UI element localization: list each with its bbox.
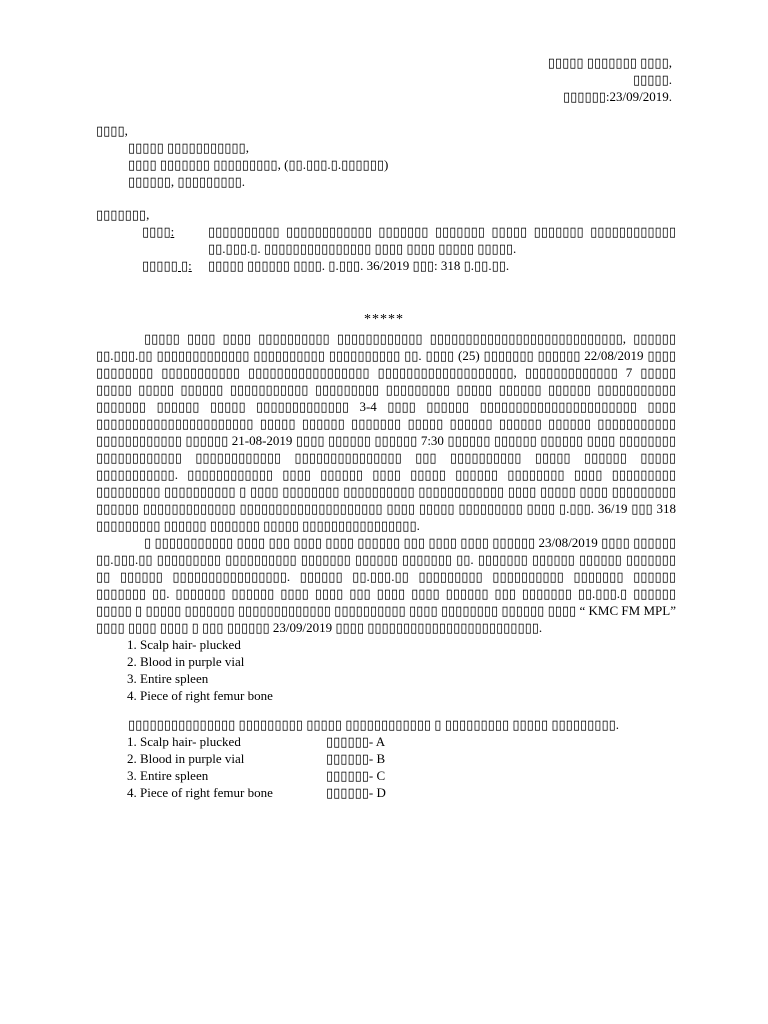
list-item [140, 733, 676, 750]
reference-text: ▯▯▯▯▯ ▯▯▯▯▯▯ ▯▯▯▯. ▯.▯▯▯. 36/2019 ▯▯▯: 318 ▯.▯▯.▯▯. [208, 258, 510, 273]
labelled-sample-list [96, 733, 676, 801]
list-item: 4. Piece of right femur bone [140, 687, 676, 704]
reference-label: ▯▯▯▯▯ ▯: [142, 258, 192, 273]
paragraph-2: ▯ ▯▯▯▯▯▯▯▯▯▯▯ ▯▯▯▯ ▯▯▯ ▯▯▯▯ ▯▯▯▯ ▯▯▯▯▯▯ ▯▯▯ ▯▯▯▯ ▯▯▯▯ ▯▯▯▯▯▯ 23/08/2019 ▯▯▯▯ ▯▯▯▯▯▯ ▯▯.▯▯▯.▯▯ ▯▯▯▯▯▯▯▯▯ ▯▯▯▯▯▯▯▯▯▯ ▯▯▯▯▯▯▯ ▯▯▯▯▯▯ ▯▯▯▯▯▯▯ ▯▯. ▯▯▯▯▯▯▯ ▯▯▯▯▯▯ ▯▯▯▯▯▯ ▯▯▯▯▯▯▯ ▯▯ ▯▯▯▯▯▯ ▯▯▯▯▯▯▯▯▯▯▯▯▯▯▯▯. ▯▯▯▯▯▯ ▯▯.▯▯▯.▯▯ ▯▯▯▯▯▯▯▯▯ ▯▯▯▯▯▯▯▯▯▯ ▯▯▯▯▯▯▯ ▯▯▯▯▯▯ ▯▯▯▯▯▯▯ ▯▯. ▯▯▯▯▯▯▯ ▯▯▯▯▯▯ ▯▯▯▯ ▯▯▯▯ ▯▯▯ ▯▯▯▯ ▯▯▯▯ ▯▯▯▯▯▯ ▯▯▯ ▯▯▯▯▯▯▯ ▯▯.▯▯▯.▯ ▯▯▯▯▯▯ ▯▯▯▯▯ ▯ ▯▯▯▯▯ ▯▯▯▯▯▯▯ ▯▯▯▯▯▯▯▯▯▯▯▯▯ ▯▯▯▯▯▯▯▯▯▯ ▯▯▯▯ ▯▯▯▯▯▯▯▯ ▯▯▯▯▯▯ ▯▯▯▯ “ KMC FM MPL” ▯▯▯▯ ▯▯▯▯ ▯▯▯▯ ▯ ▯▯▯ ▯▯▯▯▯▯ 23/09/2019 ▯▯▯▯ ▯▯▯▯▯▯▯▯▯▯▯▯▯▯▯▯▯▯▯▯▯▯▯▯. [96, 535, 676, 635]
sample-name: Piece of right femur bone [140, 785, 273, 800]
subject-label: ▯▯▯▯: [142, 224, 175, 239]
sample-tag: ▯▯▯▯▯▯- B [326, 751, 386, 766]
sample-name: Blood in purple vial [140, 751, 245, 766]
address-to: ▯▯▯▯, [96, 123, 128, 138]
sample-tag: ▯▯▯▯▯▯- C [326, 768, 386, 783]
list-item: 2. Blood in purple vial [140, 653, 676, 670]
sender-block [548, 54, 672, 105]
sample-name: Entire spleen [140, 768, 209, 783]
sample-list [96, 636, 676, 704]
address-line-2: ▯▯▯▯ ▯▯▯▯▯▯▯ ▯▯▯▯▯▯▯▯▯, (▯▯.▯▯▯.▯.▯▯▯▯▯▯) [128, 157, 389, 172]
list-item: 1. Scalp hair- plucked [140, 636, 676, 653]
address-block [96, 122, 388, 190]
letter-body [96, 330, 676, 801]
subject-row [96, 223, 676, 257]
list-item: 3. Entire spleen [140, 670, 676, 687]
sample-name: Scalp hair- plucked [140, 734, 241, 749]
subject-block [96, 206, 676, 274]
sender-date: ▯▯▯▯▯▯:23/09/2019. [562, 89, 672, 104]
sample-tag: ▯▯▯▯▯▯- A [326, 734, 386, 749]
sender-line-1: ▯▯▯▯▯ ▯▯▯▯▯▯▯ ▯▯▯▯, [547, 55, 672, 70]
list-item [140, 767, 676, 784]
list-item [140, 750, 676, 767]
reference-row [96, 257, 676, 274]
address-line-3: ▯▯▯▯▯▯, ▯▯▯▯▯▯▯▯▯. [128, 174, 246, 189]
subject-text: ▯▯▯▯▯▯▯▯▯▯ ▯▯▯▯▯▯▯▯▯▯▯▯ ▯▯▯▯▯▯▯ ▯▯▯▯▯▯▯ ▯▯▯▯▯ ▯▯▯▯▯▯▯ ▯▯▯▯▯▯▯▯▯▯▯▯ ▯▯.▯▯▯.▯. ▯▯▯▯▯▯▯▯▯▯▯▯▯▯▯ ▯▯▯▯ ▯▯▯▯ ▯▯▯▯▯ ▯▯▯▯▯. [208, 224, 676, 256]
address-line-1: ▯▯▯▯▯ ▯▯▯▯▯▯▯▯▯▯▯, [128, 140, 249, 155]
paragraph-1: ▯▯▯▯▯ ▯▯▯▯ ▯▯▯▯ ▯▯▯▯▯▯▯▯▯▯ ▯▯▯▯▯▯▯▯▯▯▯▯ ▯▯▯▯▯▯▯▯▯▯▯▯▯▯▯▯▯▯▯▯▯▯▯▯▯▯▯, ▯▯▯▯▯▯ ▯▯.▯▯▯.▯▯ ▯▯▯▯▯▯▯▯▯▯▯▯▯ ▯▯▯▯▯▯▯▯▯▯ ▯▯▯▯▯▯▯▯▯▯ ▯▯. ▯▯▯▯ (25) ▯▯▯▯▯▯▯ ▯▯▯▯▯▯ 22/08/2019 ▯▯▯▯ ▯▯▯▯▯▯▯▯ ▯▯▯▯▯▯▯▯▯▯▯ ▯▯▯▯▯▯▯▯▯▯▯▯▯▯▯▯▯ ▯▯▯▯▯▯▯▯▯▯▯▯▯▯▯▯▯▯▯, ▯▯▯▯▯▯▯▯▯▯▯▯▯ 7 ▯▯▯▯▯ ▯▯▯▯▯ ▯▯▯▯▯ ▯▯▯▯▯▯ ▯▯▯▯▯▯▯▯▯▯▯ ▯▯▯▯▯▯▯▯▯ ▯▯▯▯▯▯▯▯▯ ▯▯▯▯▯ ▯▯▯▯▯▯ ▯▯▯▯▯▯ ▯▯▯▯▯▯▯▯▯▯▯ ▯▯▯▯▯▯▯ ▯▯▯▯▯▯ ▯▯▯▯▯ ▯▯▯▯▯▯▯▯▯▯▯▯▯ 3-4 ▯▯▯▯ ▯▯▯▯▯▯ ▯▯▯▯▯▯▯▯▯▯▯▯▯▯▯▯▯▯▯▯▯▯ ▯▯▯▯ ▯▯▯▯▯▯▯▯▯▯▯▯▯▯▯▯▯▯▯▯▯▯ ▯▯▯▯▯ ▯▯▯▯▯▯ ▯▯▯▯▯▯▯ ▯▯▯▯▯ ▯▯▯▯▯▯ ▯▯▯▯▯▯ ▯▯▯▯▯▯ ▯▯▯▯▯▯▯▯▯▯▯ ▯▯▯▯▯▯▯▯▯▯▯▯ ▯▯▯▯▯▯ 21-08-2019 ▯▯▯▯ ▯▯▯▯▯▯ ▯▯▯▯▯▯ 7:30 ▯▯▯▯▯▯ ▯▯▯▯▯▯ ▯▯▯▯▯▯ ▯▯▯▯ ▯▯▯▯▯▯▯▯ ▯▯▯▯▯▯▯▯▯▯▯▯ ▯▯▯▯▯▯▯▯▯▯▯▯ ▯▯▯▯▯▯▯▯▯▯▯▯▯▯▯ ▯▯▯ ▯▯▯▯▯▯▯▯▯▯ ▯▯▯▯▯ ▯▯▯▯▯▯ ▯▯▯▯▯ ▯▯▯▯▯▯▯▯▯▯▯. ▯▯▯▯▯▯▯▯▯▯▯▯ ▯▯▯▯ ▯▯▯▯▯▯ ▯▯▯▯ ▯▯▯▯▯ ▯▯▯▯▯▯ ▯▯▯▯▯▯▯▯ ▯▯▯▯ ▯▯▯▯▯▯▯▯▯ ▯▯▯▯▯▯▯▯▯ ▯▯▯▯▯▯▯▯▯▯ ▯ ▯▯▯▯ ▯▯▯▯▯▯▯▯ ▯▯▯▯▯▯▯▯▯▯ ▯▯▯▯▯▯▯▯▯▯▯▯ ▯▯▯▯ ▯▯▯▯▯ ▯▯▯▯ ▯▯▯▯▯▯▯▯▯ ▯▯▯▯▯▯ ▯▯▯▯▯▯▯▯▯▯▯▯▯ ▯▯▯▯▯▯▯▯▯▯▯▯▯▯▯▯▯▯▯▯ ▯▯▯▯ ▯▯▯▯▯ ▯▯▯▯▯▯▯▯▯ ▯▯▯▯ ▯.▯▯▯. 36/19 ▯▯▯ 318 ▯▯▯▯▯▯▯▯▯ ▯▯▯▯▯▯ ▯▯▯▯▯▯▯ ▯▯▯▯▯ ▯▯▯▯▯▯▯▯▯▯▯▯▯▯▯▯. [96, 331, 676, 533]
separator-stars: ***** [364, 312, 404, 327]
paragraph-3: ▯▯▯▯▯▯▯▯▯▯▯▯▯▯▯ ▯▯▯▯▯▯▯▯▯ ▯▯▯▯▯ ▯▯▯▯▯▯▯▯▯▯▯▯ ▯ ▯▯▯▯▯▯▯▯▯ ▯▯▯▯▯ ▯▯▯▯▯▯▯▯▯. [128, 717, 619, 732]
sample-tag: ▯▯▯▯▯▯- D [326, 785, 386, 800]
salutation: ▯▯▯▯▯▯▯, [96, 207, 150, 222]
sender-line-2: ▯▯▯▯▯. [632, 72, 672, 87]
list-item [140, 784, 676, 801]
